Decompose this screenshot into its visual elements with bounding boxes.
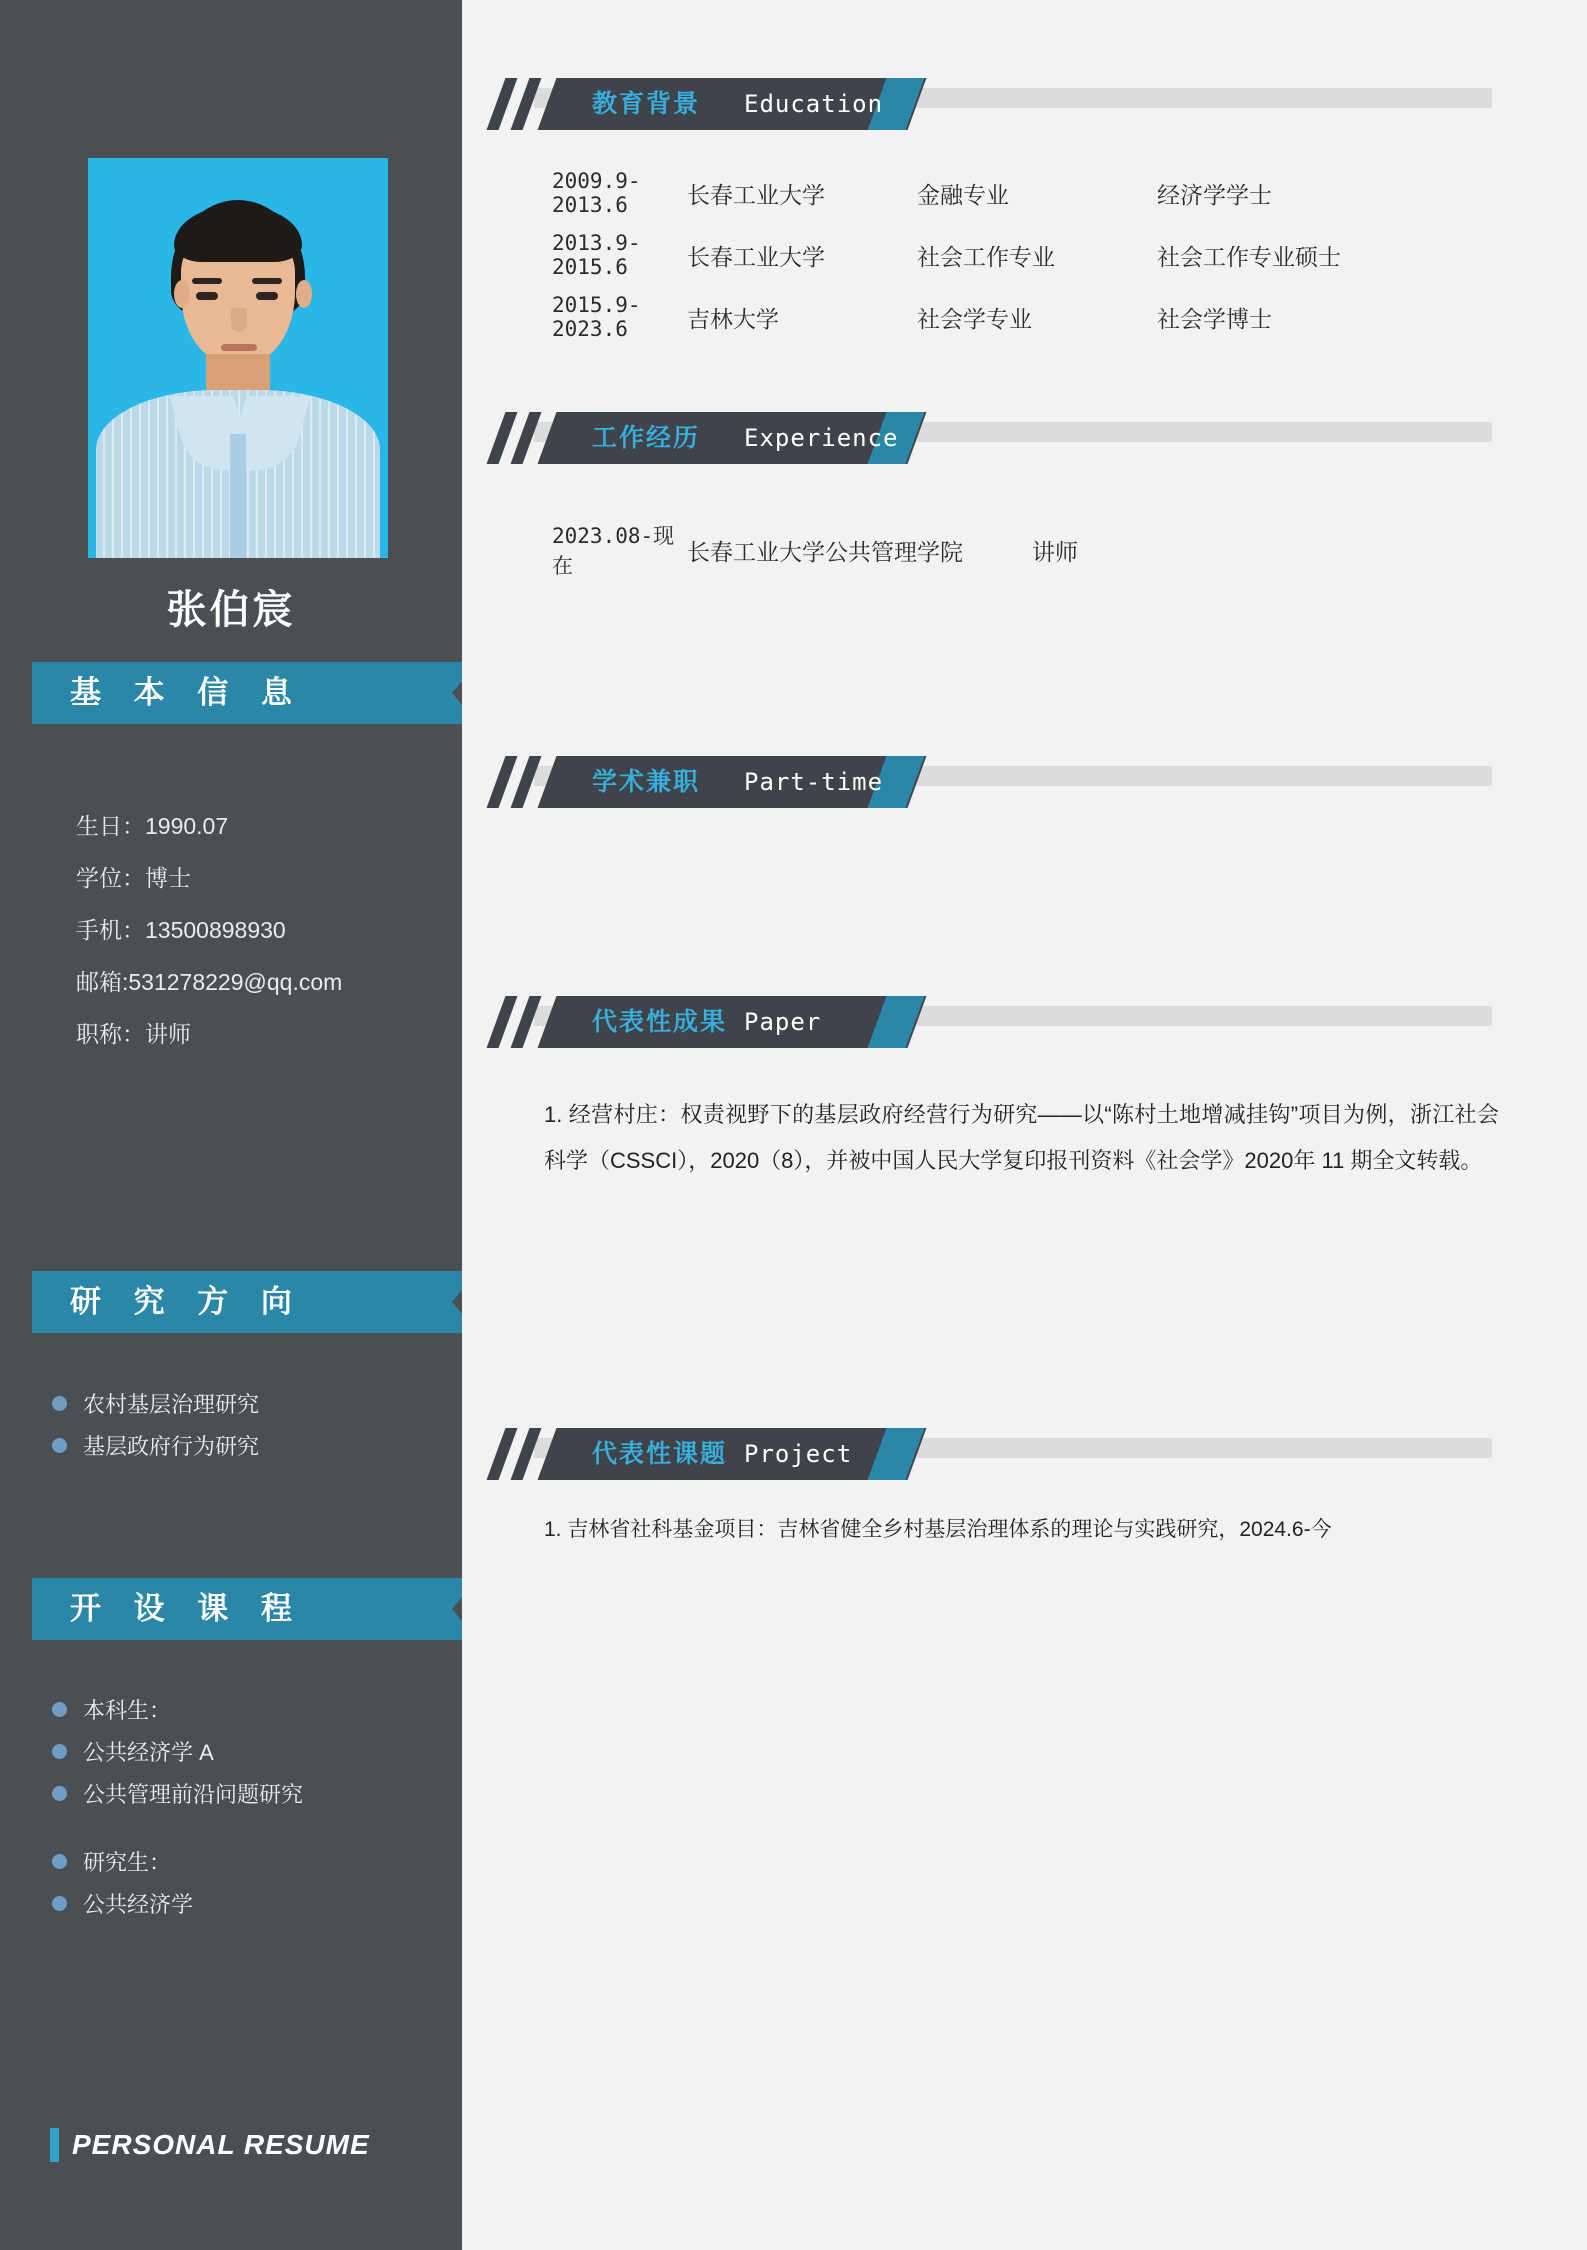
course-item-1: 公共经济学 A bbox=[83, 1739, 214, 1765]
edu-period: 2009.9-2013.6 bbox=[552, 169, 641, 217]
section-title-en: Project bbox=[744, 1440, 853, 1468]
portrait-eye-left bbox=[196, 292, 218, 300]
exp-title: 讲师 bbox=[1032, 538, 1078, 565]
section-title-cn: 代表性成果 bbox=[592, 1008, 728, 1036]
section-title-en: Experience bbox=[744, 424, 899, 452]
edu-period: 2015.9-2023.6 bbox=[552, 293, 641, 341]
courses-title: 开 设 课 程 bbox=[70, 1591, 304, 1626]
section-title-en: Education bbox=[744, 90, 884, 118]
section-title-cn: 代表性课题 bbox=[592, 1440, 728, 1468]
list-item bbox=[52, 1688, 303, 1730]
section-header-project bbox=[462, 1428, 1492, 1486]
section-title-en: Paper bbox=[744, 1008, 822, 1036]
footer-brand bbox=[50, 2128, 370, 2162]
brand-label: PERSONAL RESUME bbox=[72, 2129, 370, 2160]
info-title: 职称：讲师 bbox=[76, 1021, 191, 1047]
bullet-icon bbox=[52, 1786, 67, 1801]
bullet-icon bbox=[52, 1702, 67, 1717]
portrait-eye-right bbox=[256, 292, 278, 300]
section-header-parttime bbox=[462, 756, 1492, 814]
sidebar bbox=[0, 0, 462, 2250]
portrait-fringe bbox=[174, 206, 302, 262]
bullet-icon bbox=[52, 1744, 67, 1759]
portrait-mouth bbox=[221, 344, 257, 351]
section-header-education bbox=[462, 78, 1492, 136]
course-item-3: 公共经济学 bbox=[83, 1891, 194, 1917]
research-item-1: 农村基层治理研究 bbox=[83, 1391, 260, 1417]
education-table bbox=[462, 162, 1522, 348]
person-name: 张伯宸 bbox=[166, 588, 296, 632]
course-group-undergrad: 本科生： bbox=[83, 1697, 172, 1723]
bullet-icon bbox=[52, 1896, 67, 1911]
edu-degree: 社会学博士 bbox=[1157, 305, 1272, 332]
exp-period: 2023.08-现在 bbox=[552, 524, 675, 578]
edu-school: 长春工业大学 bbox=[687, 181, 825, 208]
section-title-cn: 工作经历 bbox=[592, 424, 701, 452]
brand-accent-bar bbox=[50, 2128, 59, 2162]
edu-school: 吉林大学 bbox=[687, 305, 779, 332]
list-spacer bbox=[52, 1814, 303, 1840]
portrait-brow-left bbox=[192, 278, 222, 284]
section-title-cn: 教育背景 bbox=[592, 90, 701, 118]
paper-item-1: 1. 经营村庄：权责视野下的基层政府经营行为研究——以“陈村土地增减挂钩”项目为例，浙江社会科学（CSSCI），2020（8），并被中国人民大学复印报刊资料《社会学》2020年 11 期全文转载。 bbox=[544, 1102, 1499, 1173]
bullet-icon bbox=[52, 1854, 67, 1869]
portrait-placket bbox=[230, 434, 246, 558]
edu-period: 2013.9-2015.6 bbox=[552, 231, 641, 279]
portrait-nose bbox=[231, 308, 247, 332]
courses-list bbox=[52, 1688, 303, 1924]
research-list bbox=[52, 1382, 259, 1466]
section-header-paper bbox=[462, 996, 1492, 1054]
list-item bbox=[52, 1840, 303, 1882]
edu-school: 长春工业大学 bbox=[687, 243, 825, 270]
basic-info-list bbox=[76, 800, 342, 1060]
experience-row bbox=[462, 520, 1232, 580]
list-item bbox=[52, 1772, 303, 1814]
exp-org: 长春工业大学公共管理学院 bbox=[687, 538, 963, 565]
table-row bbox=[462, 162, 1522, 224]
course-item-2: 公共管理前沿问题研究 bbox=[83, 1781, 304, 1807]
table-row bbox=[462, 224, 1522, 286]
list-item bbox=[52, 1730, 303, 1772]
project-item-1: 1. 吉林省社科基金项目：吉林省健全乡村基层治理体系的理论与实践研究，2024.6-今 bbox=[544, 1518, 1332, 1541]
section-header-experience bbox=[462, 412, 1492, 470]
info-phone: 手机：13500898930 bbox=[76, 917, 286, 943]
course-group-graduate: 研究生： bbox=[83, 1849, 172, 1875]
basic-info-title: 基 本 信 息 bbox=[70, 675, 304, 710]
research-item-2: 基层政府行为研究 bbox=[83, 1433, 260, 1459]
portrait-ear-left bbox=[174, 280, 190, 308]
edu-degree: 经济学学士 bbox=[1157, 181, 1272, 208]
portrait-ear-right bbox=[296, 280, 312, 308]
edu-major: 社会学专业 bbox=[917, 305, 1032, 332]
research-title: 研 究 方 向 bbox=[70, 1284, 304, 1319]
portrait-brow-right bbox=[252, 278, 282, 284]
list-item bbox=[52, 1882, 303, 1924]
info-email: 邮箱:531278229@qq.com bbox=[76, 969, 343, 995]
info-degree: 学位：博士 bbox=[76, 865, 191, 891]
bullet-icon bbox=[52, 1438, 67, 1453]
courses-banner bbox=[32, 1578, 482, 1640]
bullet-icon bbox=[52, 1396, 67, 1411]
main-content bbox=[462, 0, 1587, 2250]
edu-major: 金融专业 bbox=[917, 181, 1009, 208]
edu-degree: 社会工作专业硕士 bbox=[1157, 243, 1341, 270]
list-item bbox=[52, 1424, 259, 1466]
table-row bbox=[462, 286, 1522, 348]
research-banner bbox=[32, 1271, 482, 1333]
list-item bbox=[52, 1382, 259, 1424]
edu-major: 社会工作专业 bbox=[917, 243, 1055, 270]
section-title-en: Part-time bbox=[744, 768, 884, 796]
avatar bbox=[88, 158, 388, 558]
section-title-cn: 学术兼职 bbox=[592, 768, 701, 796]
info-birthday: 生日：1990.07 bbox=[76, 813, 229, 839]
basic-info-banner bbox=[32, 662, 482, 724]
